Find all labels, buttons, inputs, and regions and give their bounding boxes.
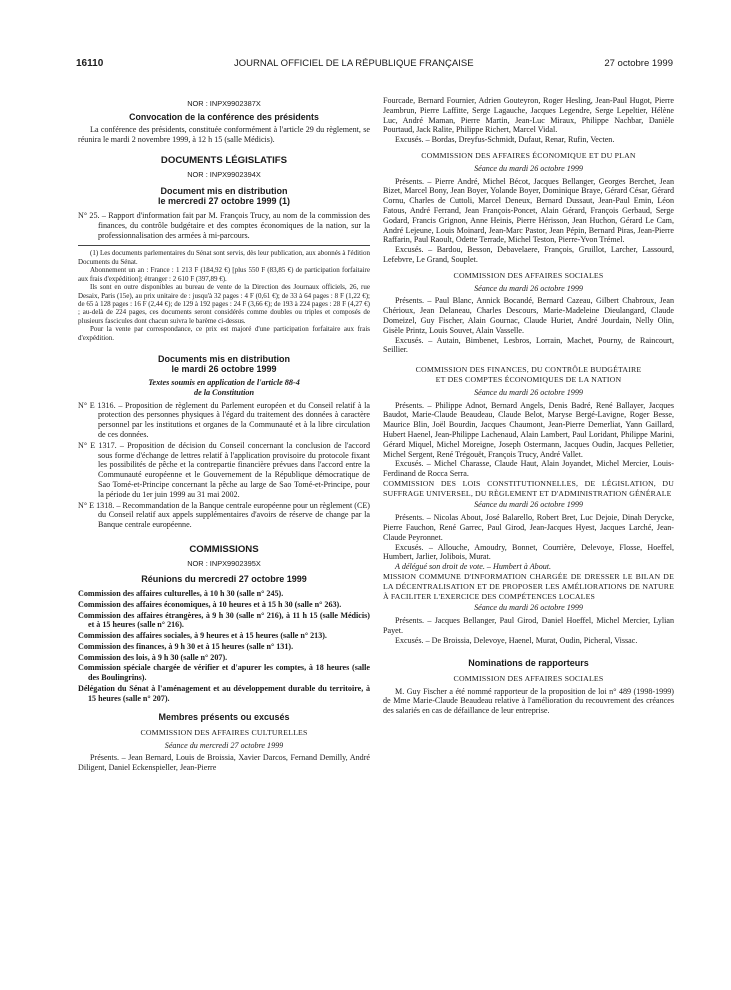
document-e1316: N° E 1316. – Proposition de règlement du Parlement européen et du Conseil relatif à la protection des personnes physiques à l'égard du traitement des données à caractère personnel par les institutions et organes de la Communauté et à la libre circulation de ces données. [78, 400, 370, 439]
nomination-text: M. Guy Fischer a été nommé rapporteur de la proposition de loi n° 489 (1998-1999) de Mme Marie-Claude Beaudeau relative à l'amélioration du recouvrement des créances des salariés en cas de défaillance de leur entreprise. [383, 686, 674, 716]
presents-list: Présents. – Jean Bernard, Louis de Broissia, Xavier Darcos, Fernand Demilly, André Diligent, Daniel Eckenspieller, Jean-Pierre [78, 753, 370, 773]
textes-heading-line2: de la Constitution [193, 387, 255, 397]
seance-date: Séance du mardi 26 octobre 1999 [474, 603, 583, 613]
convocation-heading: Convocation de la conférence des présidents [129, 111, 319, 122]
reunion-item: Délégation du Sénat à l'aménagement et au développement durable du territoire, à 15 heures (salle n° 207). [78, 684, 370, 703]
seance-date: Séance du mardi 26 octobre 1999 [474, 163, 583, 173]
commission-heading: COMMISSION DES AFFAIRES SOCIALES [453, 673, 604, 683]
footnote [78, 249, 370, 341]
presents-list: Présents. – Pierre André, Michel Bécot, Jacques Bellanger, Georges Berchet, Jean Bizet, Marcel Bony, Jean Boyer, Yolande Boyer, Dominique Braye, Gérard César, Gérard Cornu, Charles de Cuttoli, Marcel Deneux, Bernard Dussaut, Jean-Paul Emin, Léon Fatous, André Ferrand, Jean François-Poncet, Alain Gérard, François Gerbaud, Serge Godard, Francis Grignon, Anne Heinis, Pierre Hérisson, Jean Huchon, Gérard Le Cam, André Lejeune, Louis Moinard, Jean-Marc Pastor, Jean Pépin, Bernard Piras, Jean-Pierre Raffarin, Paul Raoult, Odette Terrade, Michel Teston, Pierre-Yvon Trémel. [383, 176, 674, 245]
document-e1317: N° E 1317. – Proposition de décision du Conseil concernant la conclusion de l'accord sous forme d'échange de lettres relatif à l'application provisoire du protocole fixant les possibilités de pêche et la contrepartie financière prévues dans l'accord entre la Communauté européenne et le Gouvernement de la République démocratique de Sao Tomé-et-Principe concernant la pêche au large de Sao Tomé-et-Principe, pour la période du 1er juin 1999 au 31 mai 2002. [78, 440, 370, 499]
excuses-list: Excusés. – Allouche, Amoudry, Bonnet, Courrière, Delevoye, Flosse, Hoeffel, Humbert, Jarlier, Jolibois, Murat. [383, 542, 674, 562]
excuses-list: Excusés. – De Broissia, Delevoye, Haenel, Murat, Oudin, Picheral, Vissac. [395, 635, 638, 645]
mission-heading: MISSION COMMUNE D'INFORMATION CHARGÉE DE DRESSER LE BILAN DE LA DÉCENTRALISATION ET DE PROPOSER LES AMÉLIORATIONS DE NATURE À FACILITER L'EXERCICE DES COMPÉTENCES LOCALES [383, 572, 674, 601]
reunion-item: Commission des finances, à 9 h 30 et à 15 heures (salle n° 131). [78, 641, 294, 651]
reunion-item: Commission des affaires économiques, à 10 heures et à 15 h 30 (salle n° 263). [78, 599, 342, 609]
reunion-item: Commission des affaires étrangères, à 9 h 30 (salle n° 216), à 11 h 15 (salle Médicis) et à 15 heures (salle n° 216). [78, 610, 370, 630]
nominations-heading: Nominations de rapporteurs [468, 657, 589, 668]
excuses-list: Excusés. – Bordas, Dreyfus-Schmidt, Dufaut, Renar, Rufin, Vecten. [395, 135, 615, 145]
presents-list: Présents. – Paul Blanc, Annick Bocandé, Bernard Cazeau, Gilbert Chabroux, Jean Chérioux, Jean Delaneau, Charles Descours, Marie-Madeleine Dieulangard, Claude Domeizel, Guy Fischer, Alain Gournac, Claude Huriet, André Jourdain, Nelly Olin, Gisèle Printz, Louis Souvet, Alain Vasselle. [383, 296, 674, 335]
reunion-item: Commission des affaires sociales, à 9 heures et à 15 heures (salle n° 213). [78, 631, 327, 641]
commission-heading: COMMISSION DES AFFAIRES CULTURELLES [140, 727, 308, 737]
footnote-line: (1) Les documents parlementaires du Sénat sont servis, dès leur publication, aux abonnés à l'édition Documents du Sénat. [78, 249, 370, 266]
document-n25: N° 25. – Rapport d'information fait par M. François Trucy, au nom de la commission des finances, du contrôle budgétaire et des comptes économiques de la nation, sur la professionnalisation des armées à mi-parcours. [78, 211, 370, 240]
commission-heading: COMMISSION DES LOIS CONSTITUTIONNELLES, DE LÉGISLATION, DU SUFFRAGE UNIVERSEL, DU RÈGLEMENT ET D'ADMINISTRATION GÉNÉRALE [383, 478, 674, 498]
document-e1318: N° E 1318. – Recommandation de la Banque centrale européenne pour un règlement (CE) du Conseil relatif aux appels supplémentaires d'avoirs de réserve de change par la Banque centrale européenne. [78, 500, 370, 530]
membres-heading: Membres présents ou excusés [158, 711, 290, 722]
distribution-heading-line1: Documents mis en distribution [157, 353, 290, 364]
excuses-list: Excusés. – Bardou, Besson, Debavelaere, François, Gruillot, Larcher, Lassourd, Lefebvre, Le Grand, Souplet. [383, 245, 674, 264]
nor-reference: NOR : INPX9902387X [187, 99, 261, 108]
reunions-list [78, 589, 370, 704]
presents-list: Présents. – Philippe Adnot, Bernard Angels, Denis Badré, René Ballayer, Jacques Baudot, Marie-Claude Beaudeau, Claude Belot, Maryse Bergé-Lavigne, Roger Besse, Maurice Blin, Joël Bourdin, Jacques Chaumont, Jean-Pierre Demerliat, Yann Gaillard, Hubert Haenel, Jean-Philippe Lachenaud, Alain Lambert, Paul Loridant, Philippe Marini, Gérard Miquel, Michel Moreigne, Joseph Ostermann, Jacques Oudin, Jacques Pelletier, Michel Sergent, René Trégouët, François Trucy, André Vallet. [383, 400, 674, 459]
journal-title: JOURNAL OFFICIEL DE LA RÉPUBLIQUE FRANÇAISE [234, 57, 474, 69]
reunion-item: Commission des lois, à 9 h 30 (salle n° 207). [78, 652, 228, 662]
commission-heading: COMMISSION DES AFFAIRES ÉCONOMIQUE ET DU PLAN [421, 150, 636, 160]
nor-reference: NOR : INPX9902395X [187, 558, 261, 568]
excuses-list: Excusés. – Autain, Bimbenet, Lesbros, Lorrain, Machet, Pourny, de Raincourt, Seillier. [383, 335, 674, 355]
textes-heading-line1: Textes soumis en application de l'article 88-4 [148, 378, 300, 388]
page-header [76, 56, 673, 70]
footnote-line: Pour la vente par correspondance, ce prix est majoré d'une participation forfaitaire aux frais d'expédition. [78, 325, 370, 342]
commission-heading-line1: COMMISSION DES FINANCES, DU CONTRÔLE BUDGÉTAIRE [415, 365, 642, 375]
commission-heading: COMMISSION DES AFFAIRES SOCIALES [453, 270, 604, 280]
presents-list-continued: Fourcade, Bernard Fournier, Adrien Gouteyron, Roger Hesling, Jean-Paul Hugot, Pierre Jeambrun, Pierre Laffitte, Serge Lagauche, Jacques Legendre, Serge Lepeltier, Hélène Luc, André Maman, Pierre Martin, Jean-Luc Miraux, Philippe Nachbar, Danièle Pourtaud, Jack Ralite, Philippe Richert, Marcel Vidal. [383, 96, 674, 135]
presents-list: Présents. – Nicolas About, José Balarello, Robert Bret, Luc Dejoie, Dinah Derycke, Pierre Fauchon, René Garrec, Paul Girod, Jean-Jacques Hyest, Jacques Larché, Jean-Claude Peyronnet. [383, 513, 674, 542]
seance-date: Séance du mercredi 27 octobre 1999 [164, 740, 284, 750]
excuses-list: Excusés. – Michel Charasse, Claude Haut, Alain Joyandet, Michel Mercier, Louis-Ferdinand de Rocca Serra. [383, 459, 674, 479]
reunions-heading: Réunions du mercredi 27 octobre 1999 [141, 573, 307, 584]
delegation-vote: A délégué son droit de vote. – Humbert à About. [395, 562, 552, 572]
distribution-heading-line1: Document mis en distribution [160, 185, 288, 196]
distribution-heading-line2: le mardi 26 octobre 1999 [171, 364, 277, 375]
seance-date: Séance du mardi 26 octobre 1999 [474, 283, 583, 293]
reunion-item: Commission spéciale chargée de vérifier et d'apurer les comptes, à 18 heures (salle des Boulingrins). [78, 663, 370, 683]
nor-reference: NOR : INPX9902394X [187, 169, 261, 179]
seance-date: Séance du mardi 26 octobre 1999 [474, 387, 583, 397]
distribution-heading-line2: le mercredi 27 octobre 1999 (1) [157, 195, 291, 206]
documents-legislatifs-heading: DOCUMENTS LÉGISLATIFS [160, 154, 288, 166]
presents-list: Présents. – Jacques Bellanger, Paul Girod, Daniel Hoeffel, Michel Mercier, Lylian Payet. [383, 616, 674, 636]
reunion-item: Commission des affaires culturelles, à 10 h 30 (salle n° 245). [78, 588, 284, 598]
footnote-line: Ils sont en outre disponibles au bureau de vente de la Direction des Journaux officiels, 26, rue Desaix, Paris (15e), au prix unitaire de : jusqu'à 32 pages : 4 F (0,61 €); de 33 à 64 pages : 8 F (1,22 €); de 65 à 128 pages : 16 F (2,44 €); de 129 à 192 pages : 24 F (3,66 €); de 193 à 224 pages : 28 F (4,27 €) ; au-delà de 224 pages, ces documents seront considérés comme doubles ou triples et composés de plusieurs fascicules dont chacun suivra le barème ci-dessus. [78, 283, 370, 325]
seance-date: Séance du mardi 26 octobre 1999 [474, 500, 583, 510]
page-number: 16110 [76, 57, 104, 69]
convocation-text: La conférence des présidents, constituée conformément à l'article 29 du règlement, se réunira le mardi 2 novembre 1999, à 12 h 15 (salle Médicis). [78, 125, 370, 145]
right-column [383, 96, 674, 966]
left-column [78, 96, 370, 966]
issue-date: 27 octobre 1999 [604, 57, 673, 69]
divider [78, 245, 370, 246]
commissions-heading: COMMISSIONS [189, 543, 259, 555]
footnote-line: Abonnement un an : France : 1 213 F (184,92 €) [plus 550 F (83,85 €) de participation forfaitaire aux frais d'expédition]; étranger : 2 610 F (397,89 €). [78, 266, 370, 283]
commission-heading-line2: ET DES COMPTES ÉCONOMIQUES DE LA NATION [435, 374, 622, 384]
